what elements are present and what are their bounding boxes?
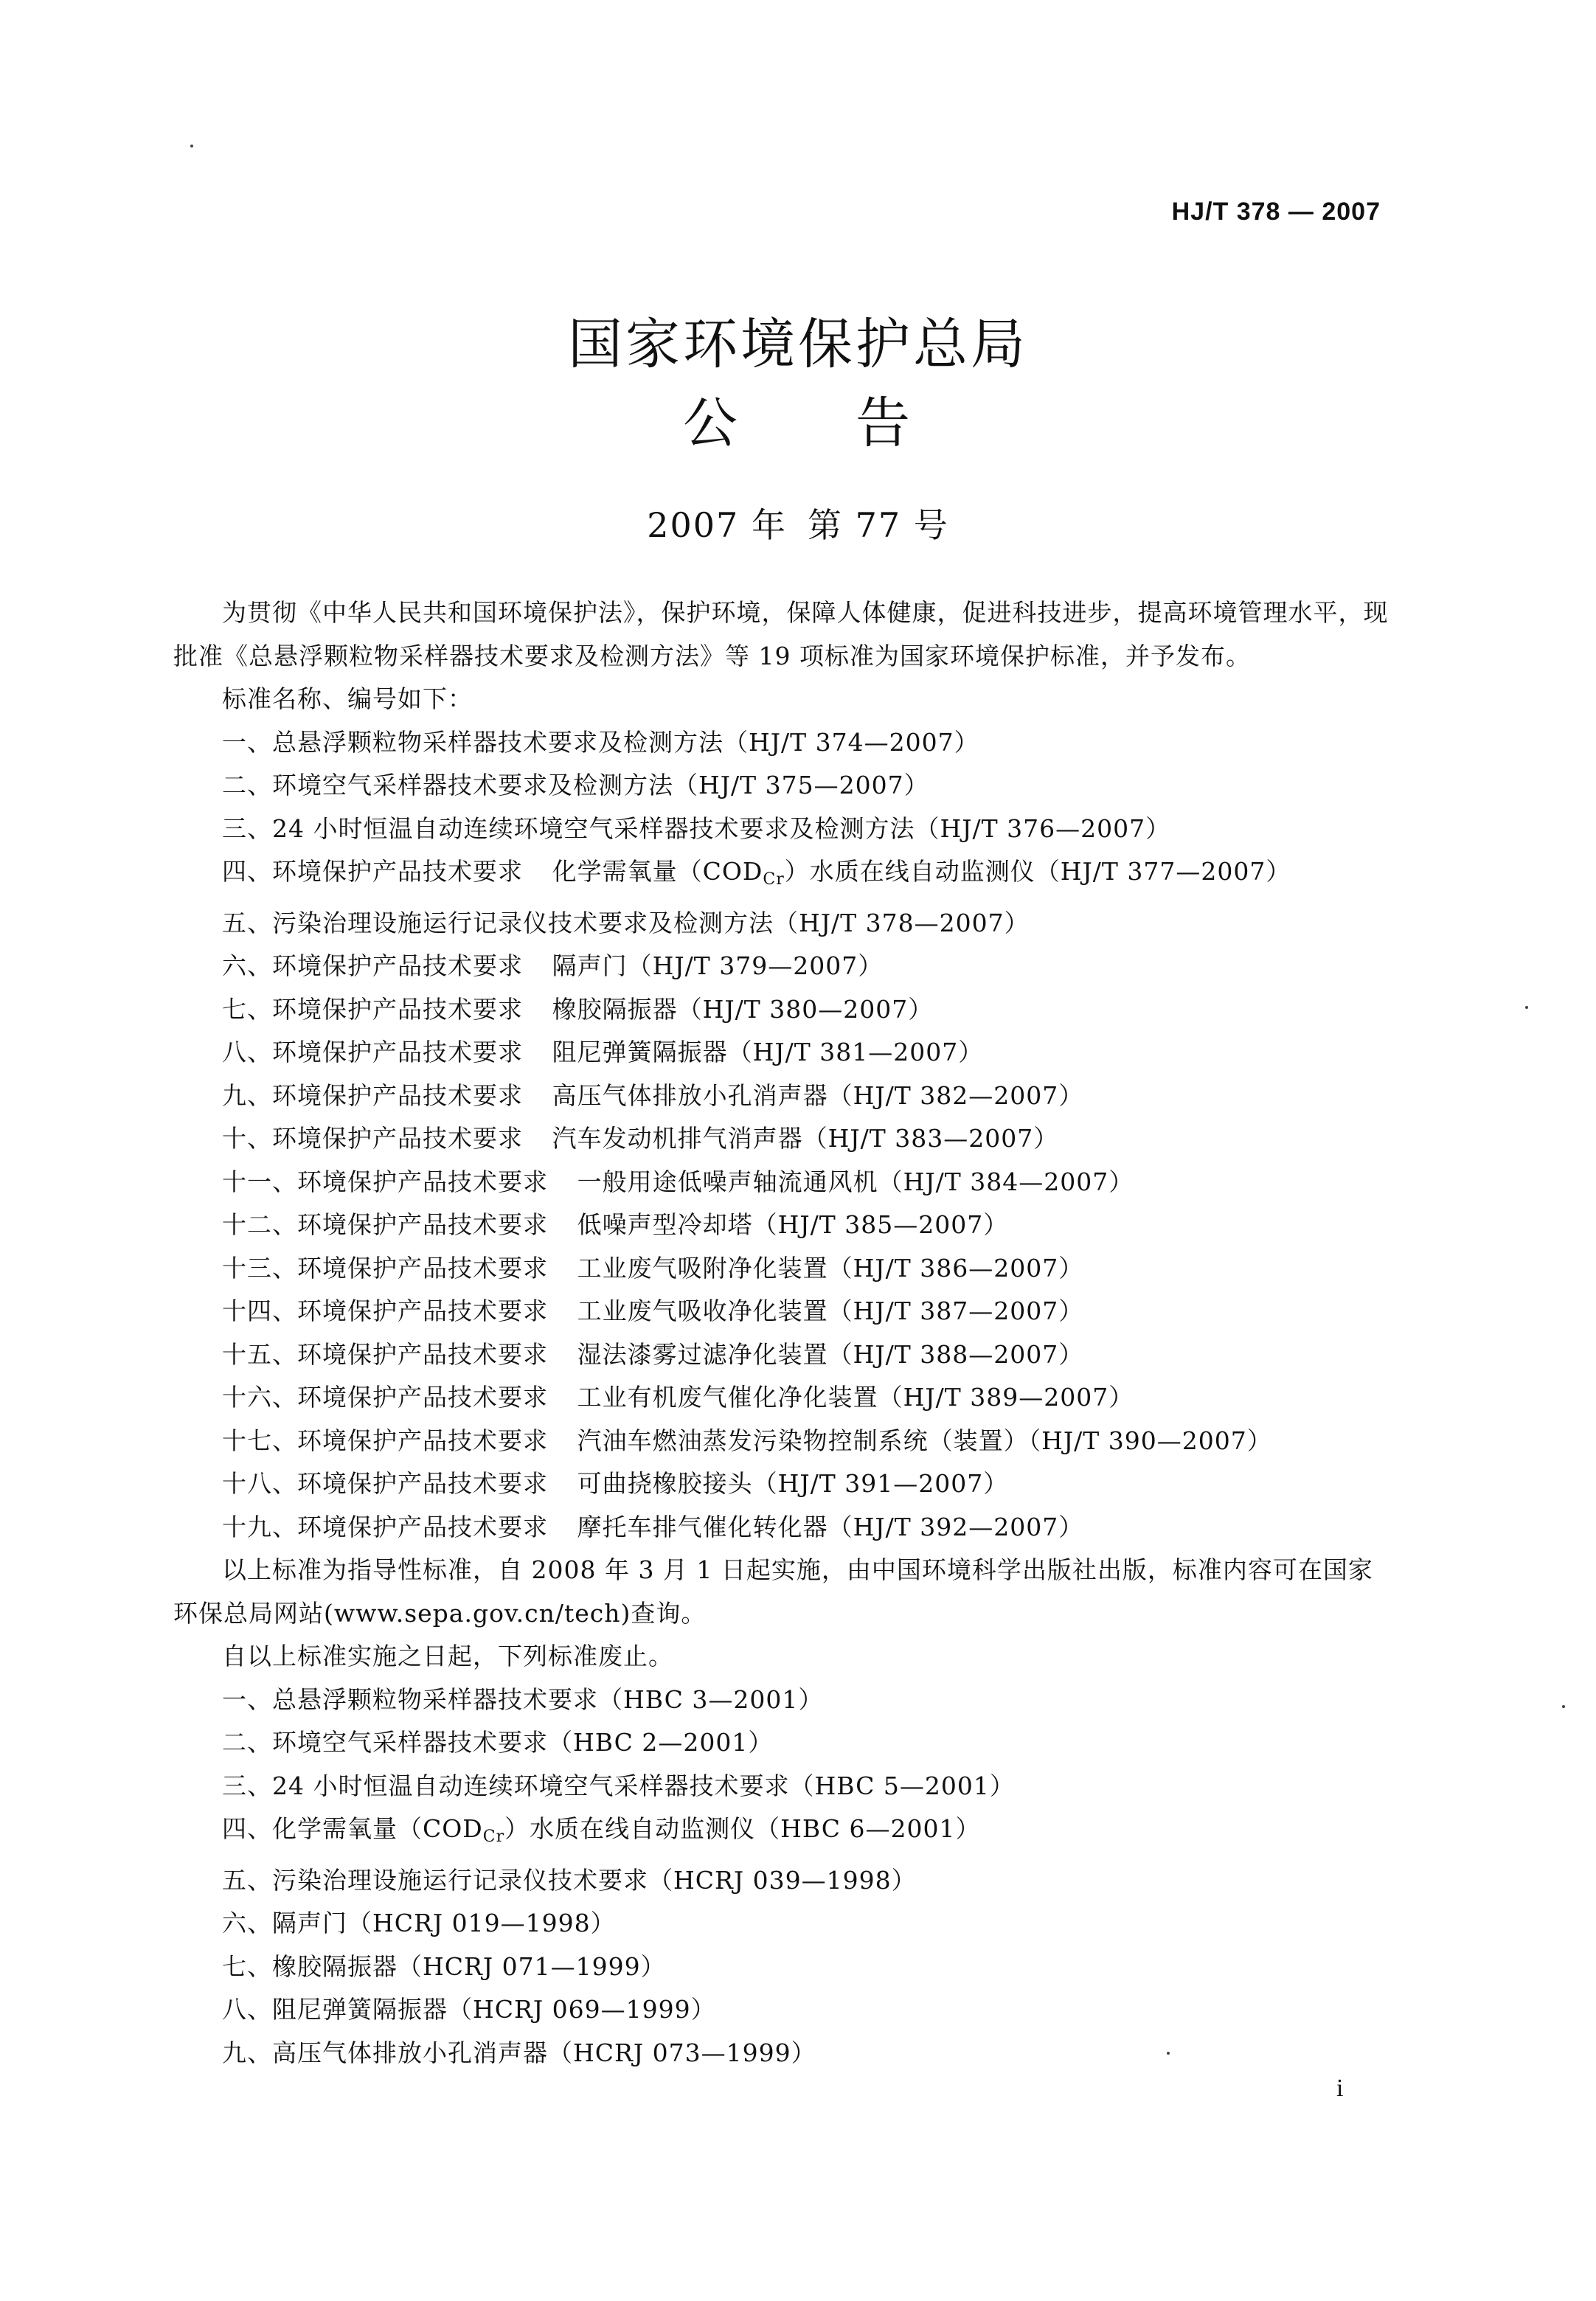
announcement-title-char-1: 公 [683, 392, 740, 455]
list-item [173, 1117, 1390, 1161]
item-prefix: 十三、环境保护产品技术要求 [222, 1253, 548, 1283]
list-item [173, 1333, 1390, 1377]
page-number: i [1336, 2075, 1344, 2102]
item-prefix: 十六、环境保护产品技术要求 [222, 1383, 548, 1412]
list-item: 二、环境空气采样器技术要求及检测方法（HJ/T 375—2007） [222, 771, 929, 799]
list-item [173, 1376, 1390, 1420]
issuer-title: 国家环境保护总局 [568, 313, 1028, 376]
item-name: 隔声门（HJ/T 379—2007） [552, 951, 884, 980]
issue-number [0, 499, 1596, 547]
item-name: 高压气体排放小孔消声器（HJ/T 382—2007） [552, 1080, 1084, 1110]
list-item: 七、橡胶隔振器（HCRJ 071—1999） [222, 1951, 666, 1981]
list-item [173, 1808, 1390, 1859]
item-name: 可曲挠橡胶接头（HJ/T 391—2007） [577, 1469, 1009, 1498]
item-name: 湿法漆雾过滤净化装置（HJ/T 388—2007） [577, 1339, 1084, 1369]
list-item: 五、污染治理设施运行记录仪技术要求及检测方法（HJ/T 378—2007） [222, 908, 1030, 937]
scan-speck [1562, 1705, 1565, 1708]
item-prefix: 十二、环境保护产品技术要求 [222, 1210, 548, 1239]
list-item [173, 1506, 1390, 1549]
item-name: 阻尼弹簧隔振器（HJ/T 381—2007） [552, 1038, 984, 1066]
list-item: 九、高压气体排放小孔消声器（HCRJ 073—1999） [222, 2038, 816, 2067]
item-prefix: 十一、环境保护产品技术要求 [222, 1167, 548, 1196]
announcement-body [173, 591, 1390, 2075]
item-subscript: Cr [763, 870, 785, 889]
item-name: 摩托车排气催化转化器（HJ/T 392—2007） [577, 1512, 1084, 1541]
item-prefix: 八、环境保护产品技术要求 [222, 1038, 523, 1066]
list-item: 三、24 小时恒温自动连续环境空气采样器技术要求及检测方法（HJ/T 376—2007） [222, 813, 1171, 843]
list-item: 六、隔声门（HCRJ 019—1998） [222, 1909, 616, 1937]
item-prefix: 十四、环境保护产品技术要求 [222, 1297, 548, 1325]
item-prefix: 九、环境保护产品技术要求 [222, 1080, 523, 1110]
item-name: 低噪声型冷却塔（HJ/T 385—2007） [577, 1210, 1009, 1239]
list-item [173, 1031, 1390, 1075]
standards-list [173, 721, 1390, 1549]
list-item [173, 945, 1390, 988]
item-prefix: 十八、环境保护产品技术要求 [222, 1469, 548, 1498]
list-item [173, 1204, 1390, 1247]
list-item [173, 1420, 1390, 1463]
list-item [173, 988, 1390, 1032]
list-item: 二、环境空气采样器技术要求（HBC 2—2001） [222, 1728, 774, 1757]
announcement-title-char-2: 告 [856, 392, 913, 455]
standard-code: HJ/T 378 — 2007 [1171, 198, 1381, 226]
item-prefix: 十九、环境保护产品技术要求 [222, 1512, 548, 1541]
item-prefix: 十五、环境保护产品技术要求 [222, 1339, 548, 1369]
item-name: 工业废气吸收净化装置（HJ/T 387—2007） [577, 1297, 1084, 1325]
list-heading: 标准名称、编号如下： [222, 684, 473, 713]
item-prefix: 七、环境保护产品技术要求 [222, 994, 523, 1024]
issue-year: 2007 年 [647, 505, 787, 545]
item-prefix: 六、环境保护产品技术要求 [222, 951, 523, 980]
item-subscript: Cr [482, 1828, 505, 1846]
repealed-list [173, 1679, 1390, 2075]
list-item: 五、污染治理设施运行记录仪技术要求（HCRJ 039—1998） [222, 1865, 917, 1895]
list-item: 八、阻尼弹簧隔振器（HCRJ 069—1999） [222, 1995, 716, 2024]
announcement-title [0, 380, 1596, 458]
item-prefix: 十七、环境保护产品技术要求 [222, 1426, 548, 1455]
repeal-heading: 自以上标准实施之日起，下列标准废止。 [222, 1642, 673, 1670]
scan-speck [190, 145, 193, 148]
list-item [173, 1161, 1390, 1204]
list-item [173, 850, 1390, 902]
item-name: 汽车发动机排气消声器（HJ/T 383—2007） [552, 1124, 1059, 1153]
item-name: 汽油车燃油蒸发污染物控制系统（装置）（HJ/T 390—2007） [577, 1426, 1272, 1455]
list-item: 一、总悬浮颗粒物采样器技术要求（HBC 3—2001） [222, 1684, 824, 1714]
item-name-rest: ）水质在线自动监测仪（HBC 6—2001） [504, 1814, 981, 1843]
issue-no: 第 77 号 [807, 505, 949, 545]
item-prefix: 四、环境保护产品技术要求 [222, 857, 523, 886]
item-name: 一般用途低噪声轴流通风机（HJ/T 384—2007） [577, 1167, 1134, 1196]
list-item [173, 1075, 1390, 1118]
scan-speck [1167, 2052, 1170, 2055]
item-name: 橡胶隔振器（HJ/T 380—2007） [552, 994, 934, 1024]
list-item: 一、总悬浮颗粒物采样器技术要求及检测方法（HJ/T 374—2007） [222, 727, 979, 757]
item-name: 工业废气吸附净化装置（HJ/T 386—2007） [577, 1253, 1084, 1283]
item-name: 化学需氧量（COD [552, 857, 763, 886]
list-item [173, 1462, 1390, 1506]
item-name: 四、化学需氧量（COD [222, 1814, 483, 1843]
list-item: 三、24 小时恒温自动连续环境空气采样器技术要求（HBC 5—2001） [222, 1771, 1015, 1800]
list-item [173, 1290, 1390, 1333]
item-prefix: 十、环境保护产品技术要求 [222, 1124, 523, 1153]
implementation-paragraph: 以上标准为指导性标准，自 2008 年 3 月 1 日起实施，由中国环境科学出版社出版，标准内容可在国家环保总局网站(www.sepa.gov.cn/tech)查询。 [173, 1555, 1373, 1628]
item-name: 工业有机废气催化净化装置（HJ/T 389—2007） [577, 1383, 1134, 1412]
intro-paragraph: 为贯彻《中华人民共和国环境保护法》，保护环境，保障人体健康，促进科技进步，提高环境管理水平，现批准《总悬浮颗粒物采样器技术要求及检测方法》等 19 项标准为国家环境保护标准，并予发布。 [173, 598, 1389, 670]
scan-speck [1525, 1006, 1528, 1009]
list-item [173, 1247, 1390, 1291]
item-name-rest: ）水质在线自动监测仪（HJ/T 377—2007） [784, 857, 1291, 886]
